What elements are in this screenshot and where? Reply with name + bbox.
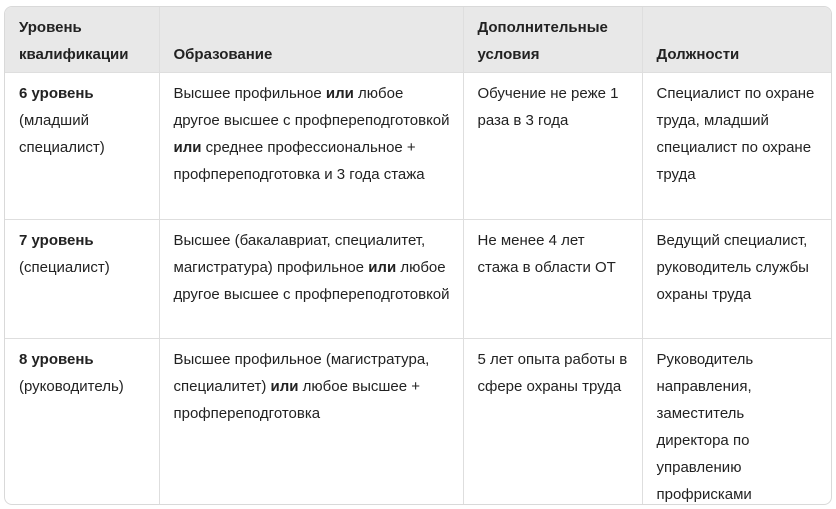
positions-cell: Специалист по охране труда, младший специалист по охране труда: [642, 73, 831, 220]
level-title: 7 уровень: [19, 232, 94, 249]
level-note: (специалист): [19, 259, 110, 276]
header-positions: Должности: [642, 7, 831, 73]
education-text: любое другое высшее с профпереподготовкой: [173, 259, 450, 303]
qualification-table-container: [4, 6, 832, 505]
level-cell: [5, 339, 159, 506]
level-note: (руководитель): [19, 378, 124, 395]
education-text: любое высшее + профпереподготовка: [173, 378, 420, 422]
table-header: [5, 7, 831, 73]
header-qualification-level: Уровень квалификации: [5, 7, 159, 73]
education-or-keyword: или: [368, 259, 397, 276]
conditions-cell: Не менее 4 лет стажа в области ОТ: [463, 220, 642, 339]
conditions-cell: 5 лет опыта работы в сфере охраны труда: [463, 339, 642, 506]
level-cell: [5, 73, 159, 220]
level-title: 6 уровень: [19, 85, 94, 102]
education-text: Высшее (бакалавриат, специалитет, магистратура) профильное: [173, 232, 426, 276]
table-row: [5, 73, 831, 220]
education-or-keyword: или: [325, 85, 354, 102]
qualification-table: [5, 7, 831, 505]
table-row: [5, 220, 831, 339]
education-or-keyword: или: [270, 378, 299, 395]
education-or-keyword: или: [173, 139, 202, 156]
level-cell: [5, 220, 159, 339]
table-body: [5, 73, 831, 506]
education-cell: [159, 220, 463, 339]
level-note: (младший специалист): [19, 112, 105, 156]
education-text: Высшее профильное: [173, 85, 326, 102]
education-cell: [159, 339, 463, 506]
education-text: Высшее профильное (магистратура, специалитет): [173, 351, 430, 395]
positions-cell: Руководитель направления, заместитель директора по управлению профрисками: [656, 351, 754, 503]
level-title: 8 уровень: [19, 351, 94, 368]
education-text: среднее профессиональное + профпереподготовка и 3 года стажа: [173, 139, 425, 183]
header-row: [5, 7, 831, 73]
table-row: [5, 339, 831, 506]
education-cell: [159, 73, 463, 220]
positions-cell: Ведущий специалист, руководитель службы охраны труда: [642, 220, 831, 339]
header-education: Образование: [159, 7, 463, 73]
header-additional-conditions: Дополнительные условия: [463, 7, 642, 73]
conditions-cell: Обучение не реже 1 раза в 3 года: [463, 73, 642, 220]
education-text: любое другое высшее с профпереподготовкой: [173, 85, 450, 129]
